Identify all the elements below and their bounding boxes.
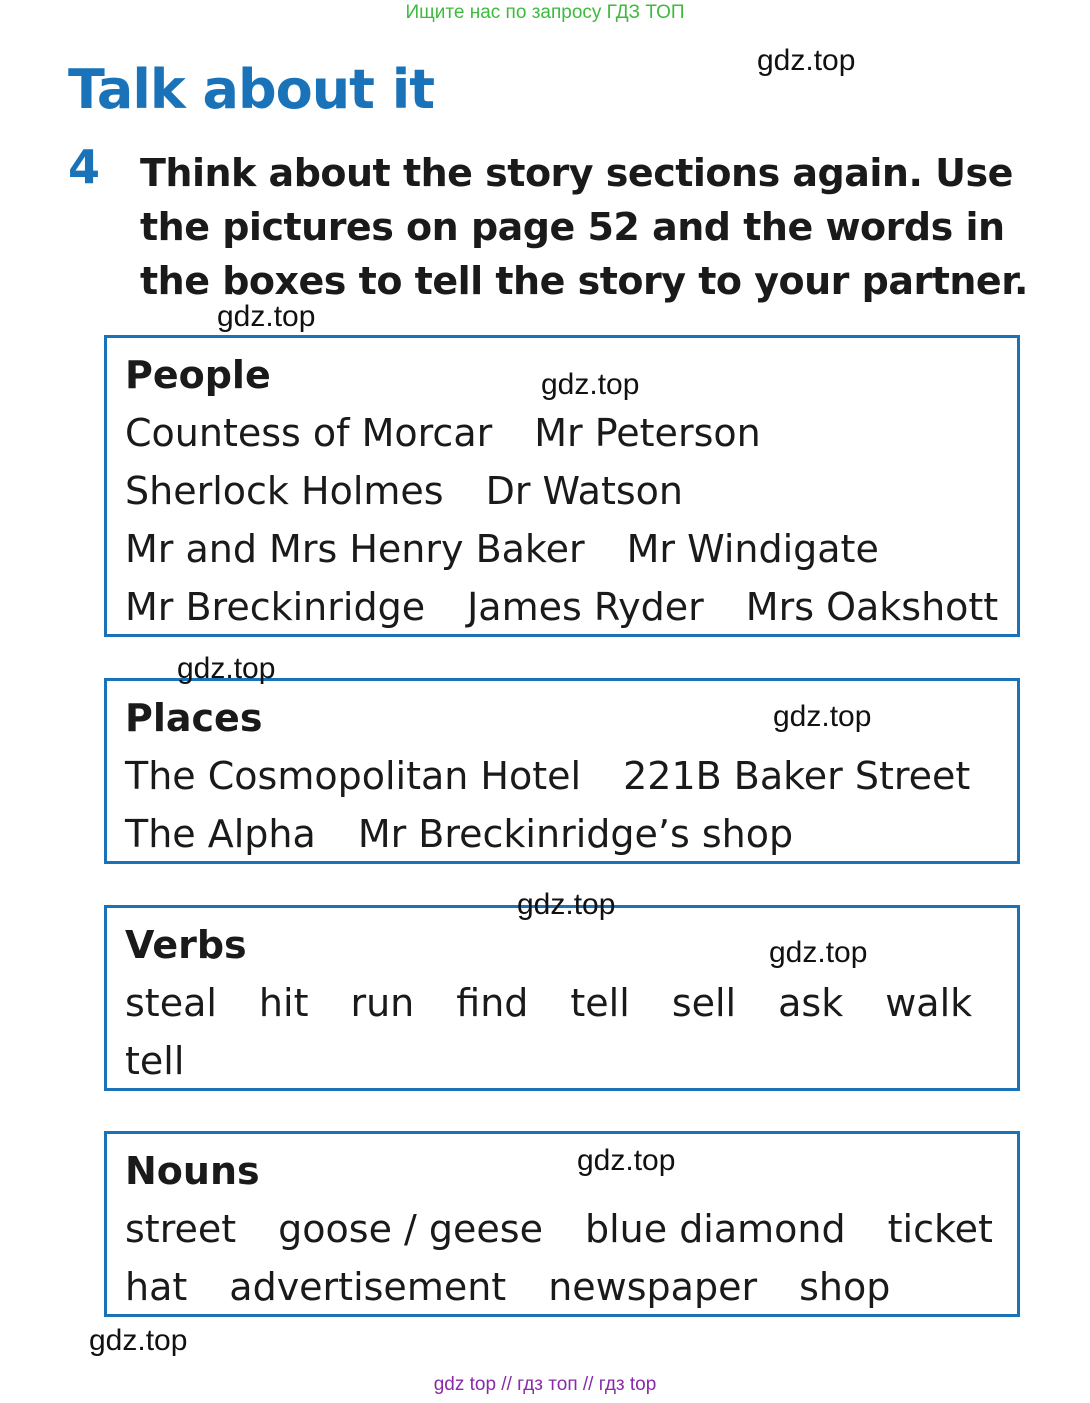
verbs-line [125, 1032, 999, 1090]
word-item: Mr and Mrs Henry Baker [125, 527, 585, 571]
word-item: James Ryder [467, 585, 704, 629]
word-item: hat [125, 1265, 188, 1309]
word-item: sell [671, 981, 737, 1025]
people-line [125, 578, 999, 636]
word-item: ask [778, 981, 844, 1025]
watermark: gdz.top [177, 652, 276, 685]
verbs-line [125, 974, 999, 1032]
people-box-title: People [125, 353, 271, 397]
word-item: Mrs Oakshott [745, 585, 999, 629]
watermark: gdz.top [541, 368, 640, 401]
watermark: gdz.top [217, 300, 316, 333]
word-item: hit [258, 981, 309, 1025]
watermark: gdz.top [89, 1324, 188, 1357]
word-item: The Cosmopolitan Hotel [125, 754, 582, 798]
watermark: gdz.top [773, 700, 872, 733]
word-item: tell [570, 981, 630, 1025]
nouns-box [104, 1131, 1020, 1317]
word-item: Countess of Morcar [125, 411, 493, 455]
word-item: blue diamond [584, 1207, 846, 1251]
word-item: newspaper [548, 1265, 758, 1309]
word-item: Sherlock Holmes [125, 469, 444, 513]
word-item: advertisement [229, 1265, 507, 1309]
word-item: ticket [887, 1207, 993, 1251]
word-item: shop [799, 1265, 891, 1309]
word-item: find [456, 981, 529, 1025]
verbs-box [104, 905, 1020, 1091]
word-item: run [350, 981, 415, 1025]
watermark: gdz.top [769, 936, 868, 969]
people-box [104, 335, 1020, 637]
people-line [125, 462, 999, 520]
footer-watermark: gdz top // гдз топ // гдз top [433, 1374, 657, 1395]
nouns-line [125, 1200, 999, 1258]
nouns-box-title: Nouns [125, 1149, 260, 1193]
nouns-line [125, 1258, 999, 1316]
places-box-title: Places [125, 696, 263, 740]
places-box [104, 678, 1020, 864]
verbs-box-title: Verbs [125, 923, 247, 967]
watermark: gdz.top [517, 888, 616, 921]
places-line [125, 805, 999, 863]
watermark: gdz.top [757, 44, 856, 77]
word-item: 221B Baker Street [623, 754, 971, 798]
word-item: tell [125, 1039, 185, 1083]
task-instruction: Think about the story sections again. Use the pictures on page 52 and the words in the boxes to tell the story to your partner. [140, 151, 1028, 303]
places-line [125, 747, 999, 805]
word-item: steal [125, 981, 217, 1025]
people-line [125, 404, 999, 462]
word-item: The Alpha [125, 812, 316, 856]
watermark: gdz.top [577, 1144, 676, 1177]
word-item: Mr Windigate [626, 527, 879, 571]
word-item: street [125, 1207, 237, 1251]
word-item: Mr Breckinridge [125, 585, 426, 629]
word-item: walk [885, 981, 973, 1025]
word-item: Dr Watson [485, 469, 683, 513]
people-line [125, 520, 999, 578]
task-number: 4 [68, 140, 101, 194]
section-heading: Talk about it [68, 58, 435, 121]
word-item: Mr Breckinridge’s shop [357, 812, 794, 856]
top-banner: Ищите нас по запросу ГДЗ ТОП [405, 2, 685, 23]
word-item: Mr Peterson [534, 411, 761, 455]
word-item: goose / geese [278, 1207, 543, 1251]
